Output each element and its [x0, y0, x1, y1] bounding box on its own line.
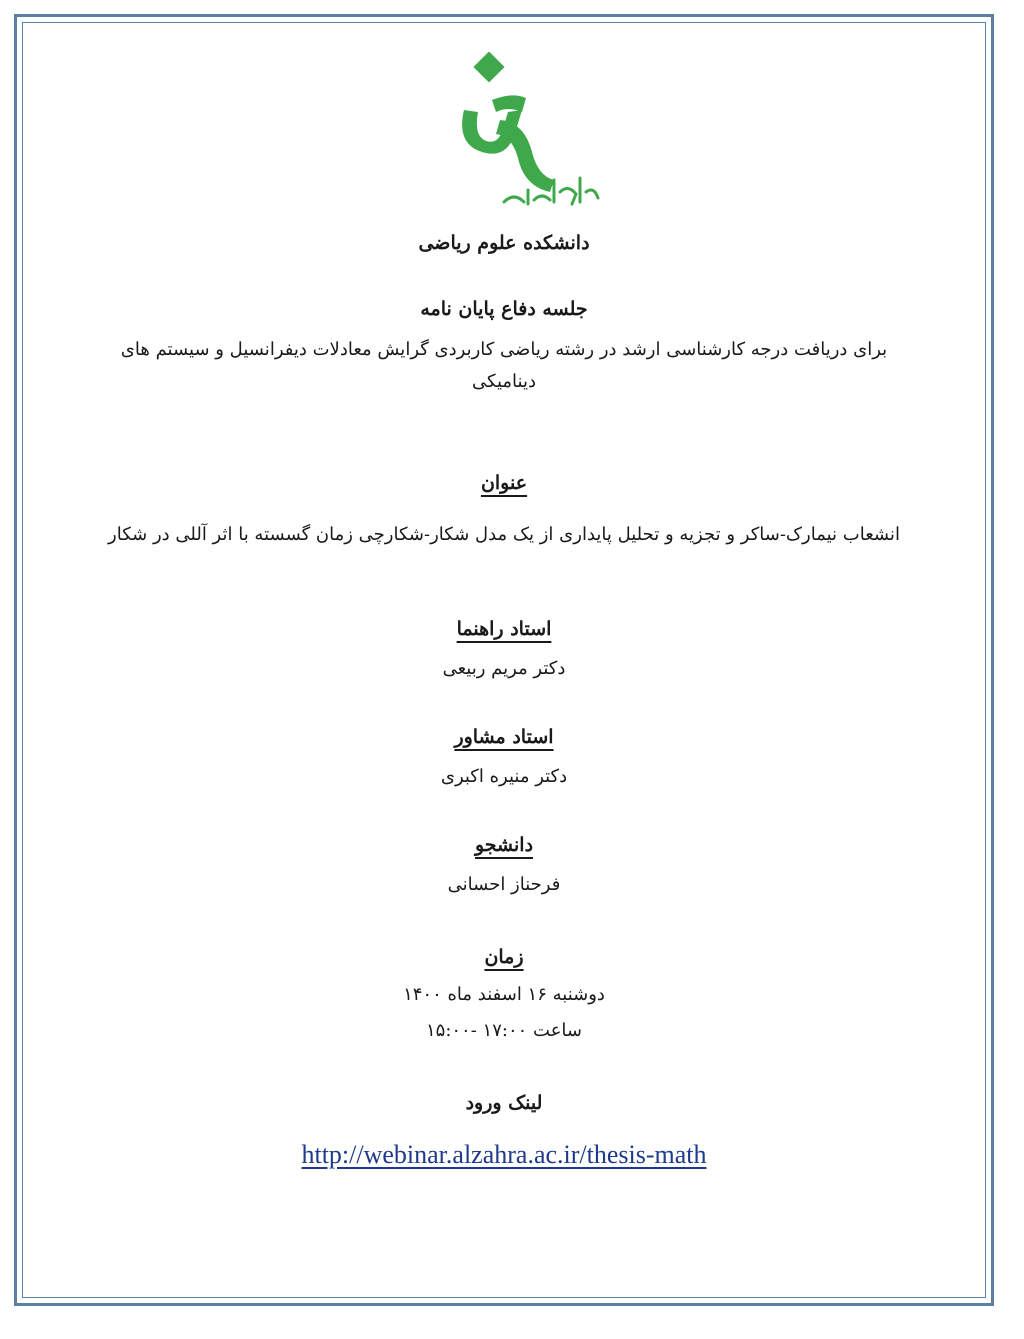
title-label: عنوان — [480, 472, 528, 494]
announcement — [22, 22, 986, 1298]
student-name: فرحناز احسانی — [447, 874, 561, 895]
supervisor-name: دکتر مریم ربیعی — [442, 658, 566, 679]
time-label: زمان — [484, 946, 524, 968]
advisor-name: دکتر منیره اکبری — [440, 766, 568, 787]
link-label: لینک ورود — [465, 1092, 543, 1114]
time-section-label — [22, 946, 986, 968]
alzahra-university-logo — [22, 52, 986, 217]
supervisor-section-label — [22, 618, 986, 640]
student-section-label — [22, 834, 986, 856]
link-row — [22, 1140, 986, 1170]
title-section-label — [22, 472, 986, 494]
faculty-name: دانشکده علوم ریاضی — [418, 232, 590, 254]
thesis-title: انشعاب نیمارک-ساکر و تجزیه و تحلیل پایداری از یک مدل شکار-شکارچی زمان گسسته با اثر آللی در شکار — [108, 524, 900, 545]
advisor-label: استاد مشاور — [454, 726, 554, 748]
advisor-section-label — [22, 726, 986, 748]
logo-icon — [404, 52, 604, 217]
supervisor-label: استاد راهنما — [456, 618, 552, 640]
defense-date: دوشنبه ۱۶ اسفند ماه ۱۴۰۰ — [403, 984, 605, 1005]
session-heading: جلسه دفاع پایان نامه — [420, 298, 588, 320]
defense-hours: ساعت ۱۷:۰۰ -۱۵:۰۰ — [425, 1020, 582, 1041]
webinar-link[interactable]: http://webinar.alzahra.ac.ir/thesis-math — [301, 1140, 707, 1169]
student-label: دانشجو — [474, 834, 534, 856]
session-description: برای دریافت درجه کارشناسی ارشد در رشته ریاضی کاربردی گرایش معادلات دیفرانسیل و سیستم های دینامیکی — [120, 339, 888, 392]
